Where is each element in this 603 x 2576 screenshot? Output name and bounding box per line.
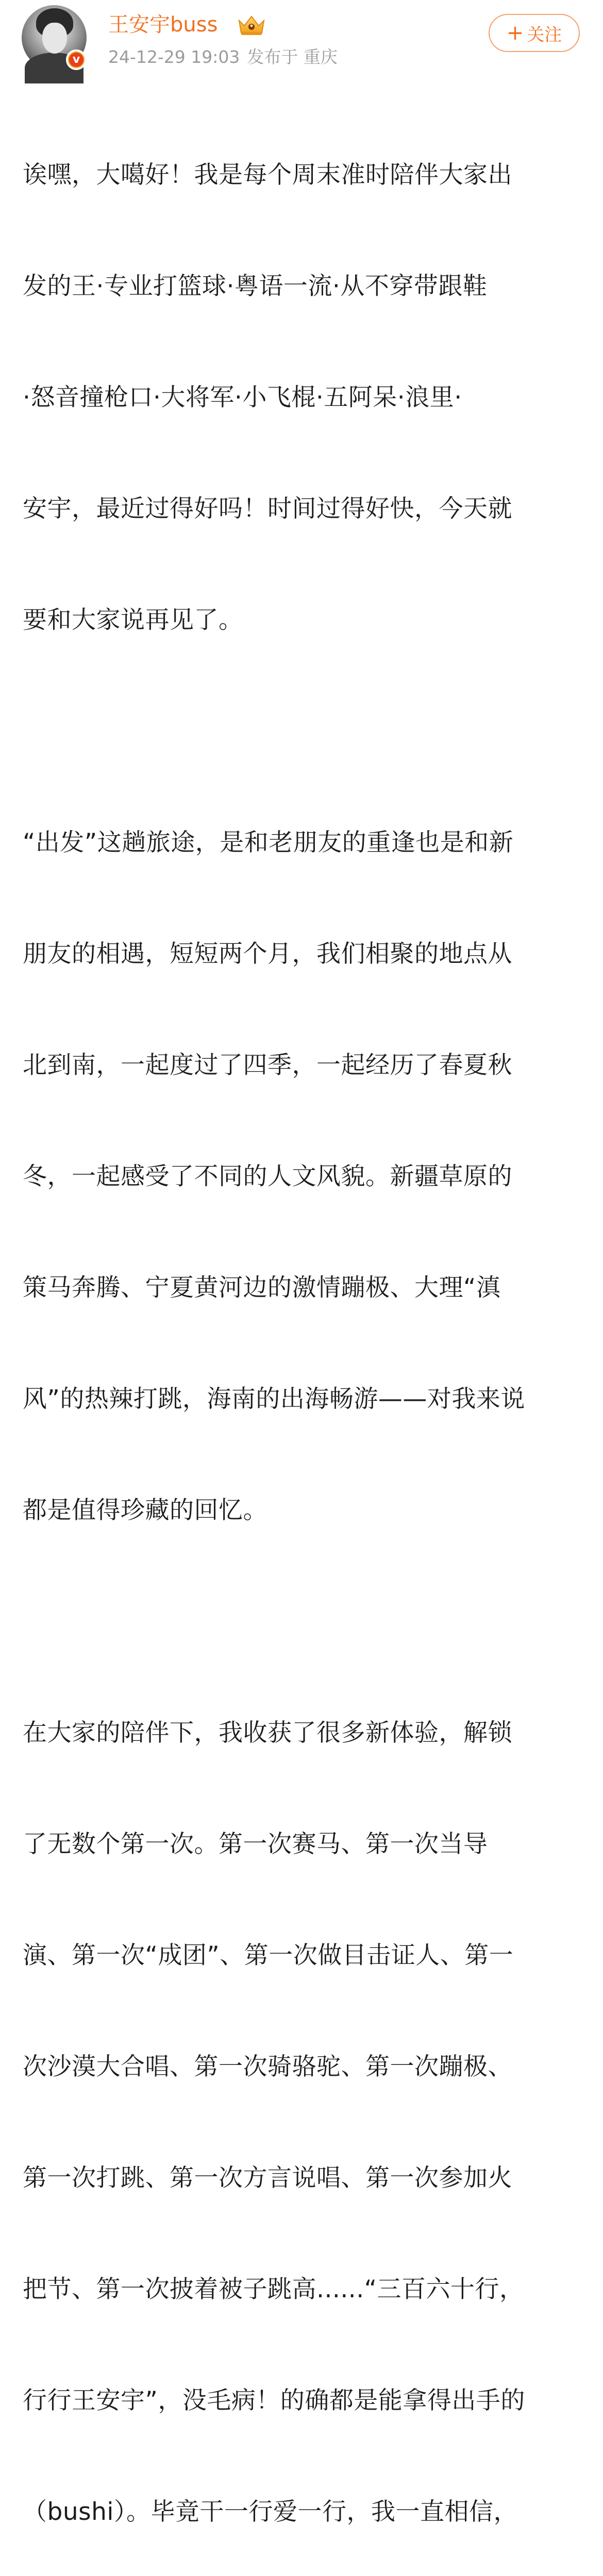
text-line: 北到南，一起度过了四季，一起经历了春夏秋 xyxy=(23,1051,512,1079)
author-name[interactable]: 王安宇buss xyxy=(108,13,218,37)
post-paragraph xyxy=(23,750,584,1603)
text-line: 了无数个第一次。第一次赛马、第一次当导 xyxy=(23,1830,488,1858)
verified-v-icon xyxy=(66,49,87,70)
text-line: 次沙漠大合唱、第一次骑骆驼、第一次蹦极、 xyxy=(23,2053,512,2081)
post-paragraph xyxy=(23,82,584,713)
post-body xyxy=(23,82,584,2576)
text-line: 安宇，最近过得好吗！时间过得好快，今天就 xyxy=(23,495,512,523)
follow-label: 关注 xyxy=(527,24,562,45)
text-line: 把节、第一次披着被子跳高......“三百六十行， xyxy=(23,2275,524,2303)
verified-v-inner: v xyxy=(69,53,83,67)
post-location: 发布于 重庆 xyxy=(247,47,338,67)
post-header xyxy=(0,0,603,77)
text-line: 都是值得珍藏的回忆。 xyxy=(23,1496,267,1524)
avatar-face xyxy=(42,23,67,54)
text-line: 策马奔腾、宁夏黄河边的激情蹦极、大理“滇 xyxy=(23,1274,501,1302)
text-line: 诶嘿，大噶好！我是每个周末准时陪伴大家出 xyxy=(23,161,512,189)
text-line: 风”的热辣打跳，海南的出海畅游——对我来说 xyxy=(23,1385,525,1413)
plus-icon: + xyxy=(506,21,524,45)
text-line: “出发”这趟旅途，是和老朋友的重逢也是和新 xyxy=(23,828,514,857)
text-line: 演、第一次“成团”、第一次做目击证人、第一 xyxy=(23,1941,514,1970)
text-line: 要和大家说再见了。 xyxy=(23,606,243,634)
text-line: 朋友的相遇，短短两个月，我们相聚的地点从 xyxy=(23,940,512,968)
follow-button[interactable] xyxy=(489,14,580,52)
text-line: 在大家的陪伴下，我收获了很多新体验，解锁 xyxy=(23,1719,512,1747)
text-line: 行行王安宇”，没毛病！的确都是能拿得出手的 xyxy=(23,2386,525,2415)
text-line: 发的王·专业打篮球·粤语一流·从不穿带跟鞋 xyxy=(23,272,488,300)
text-line: 第一次打跳、第一次方言说唱、第一次参加火 xyxy=(23,2164,512,2192)
text-line: （bushi）。毕竟干一行爱一行，我一直相信， xyxy=(23,2498,518,2526)
text-line: ·怒音撞枪口·大将军·小飞棍·五阿呆·浪里· xyxy=(23,383,462,412)
post-paragraph xyxy=(23,1640,584,2576)
post-timestamp: 24-12-29 19:03 xyxy=(108,47,240,67)
post-meta xyxy=(108,45,338,69)
text-line: 冬，一起感受了不同的人文风貌。新疆草原的 xyxy=(23,1162,512,1191)
crown-badge-icon xyxy=(237,13,266,36)
